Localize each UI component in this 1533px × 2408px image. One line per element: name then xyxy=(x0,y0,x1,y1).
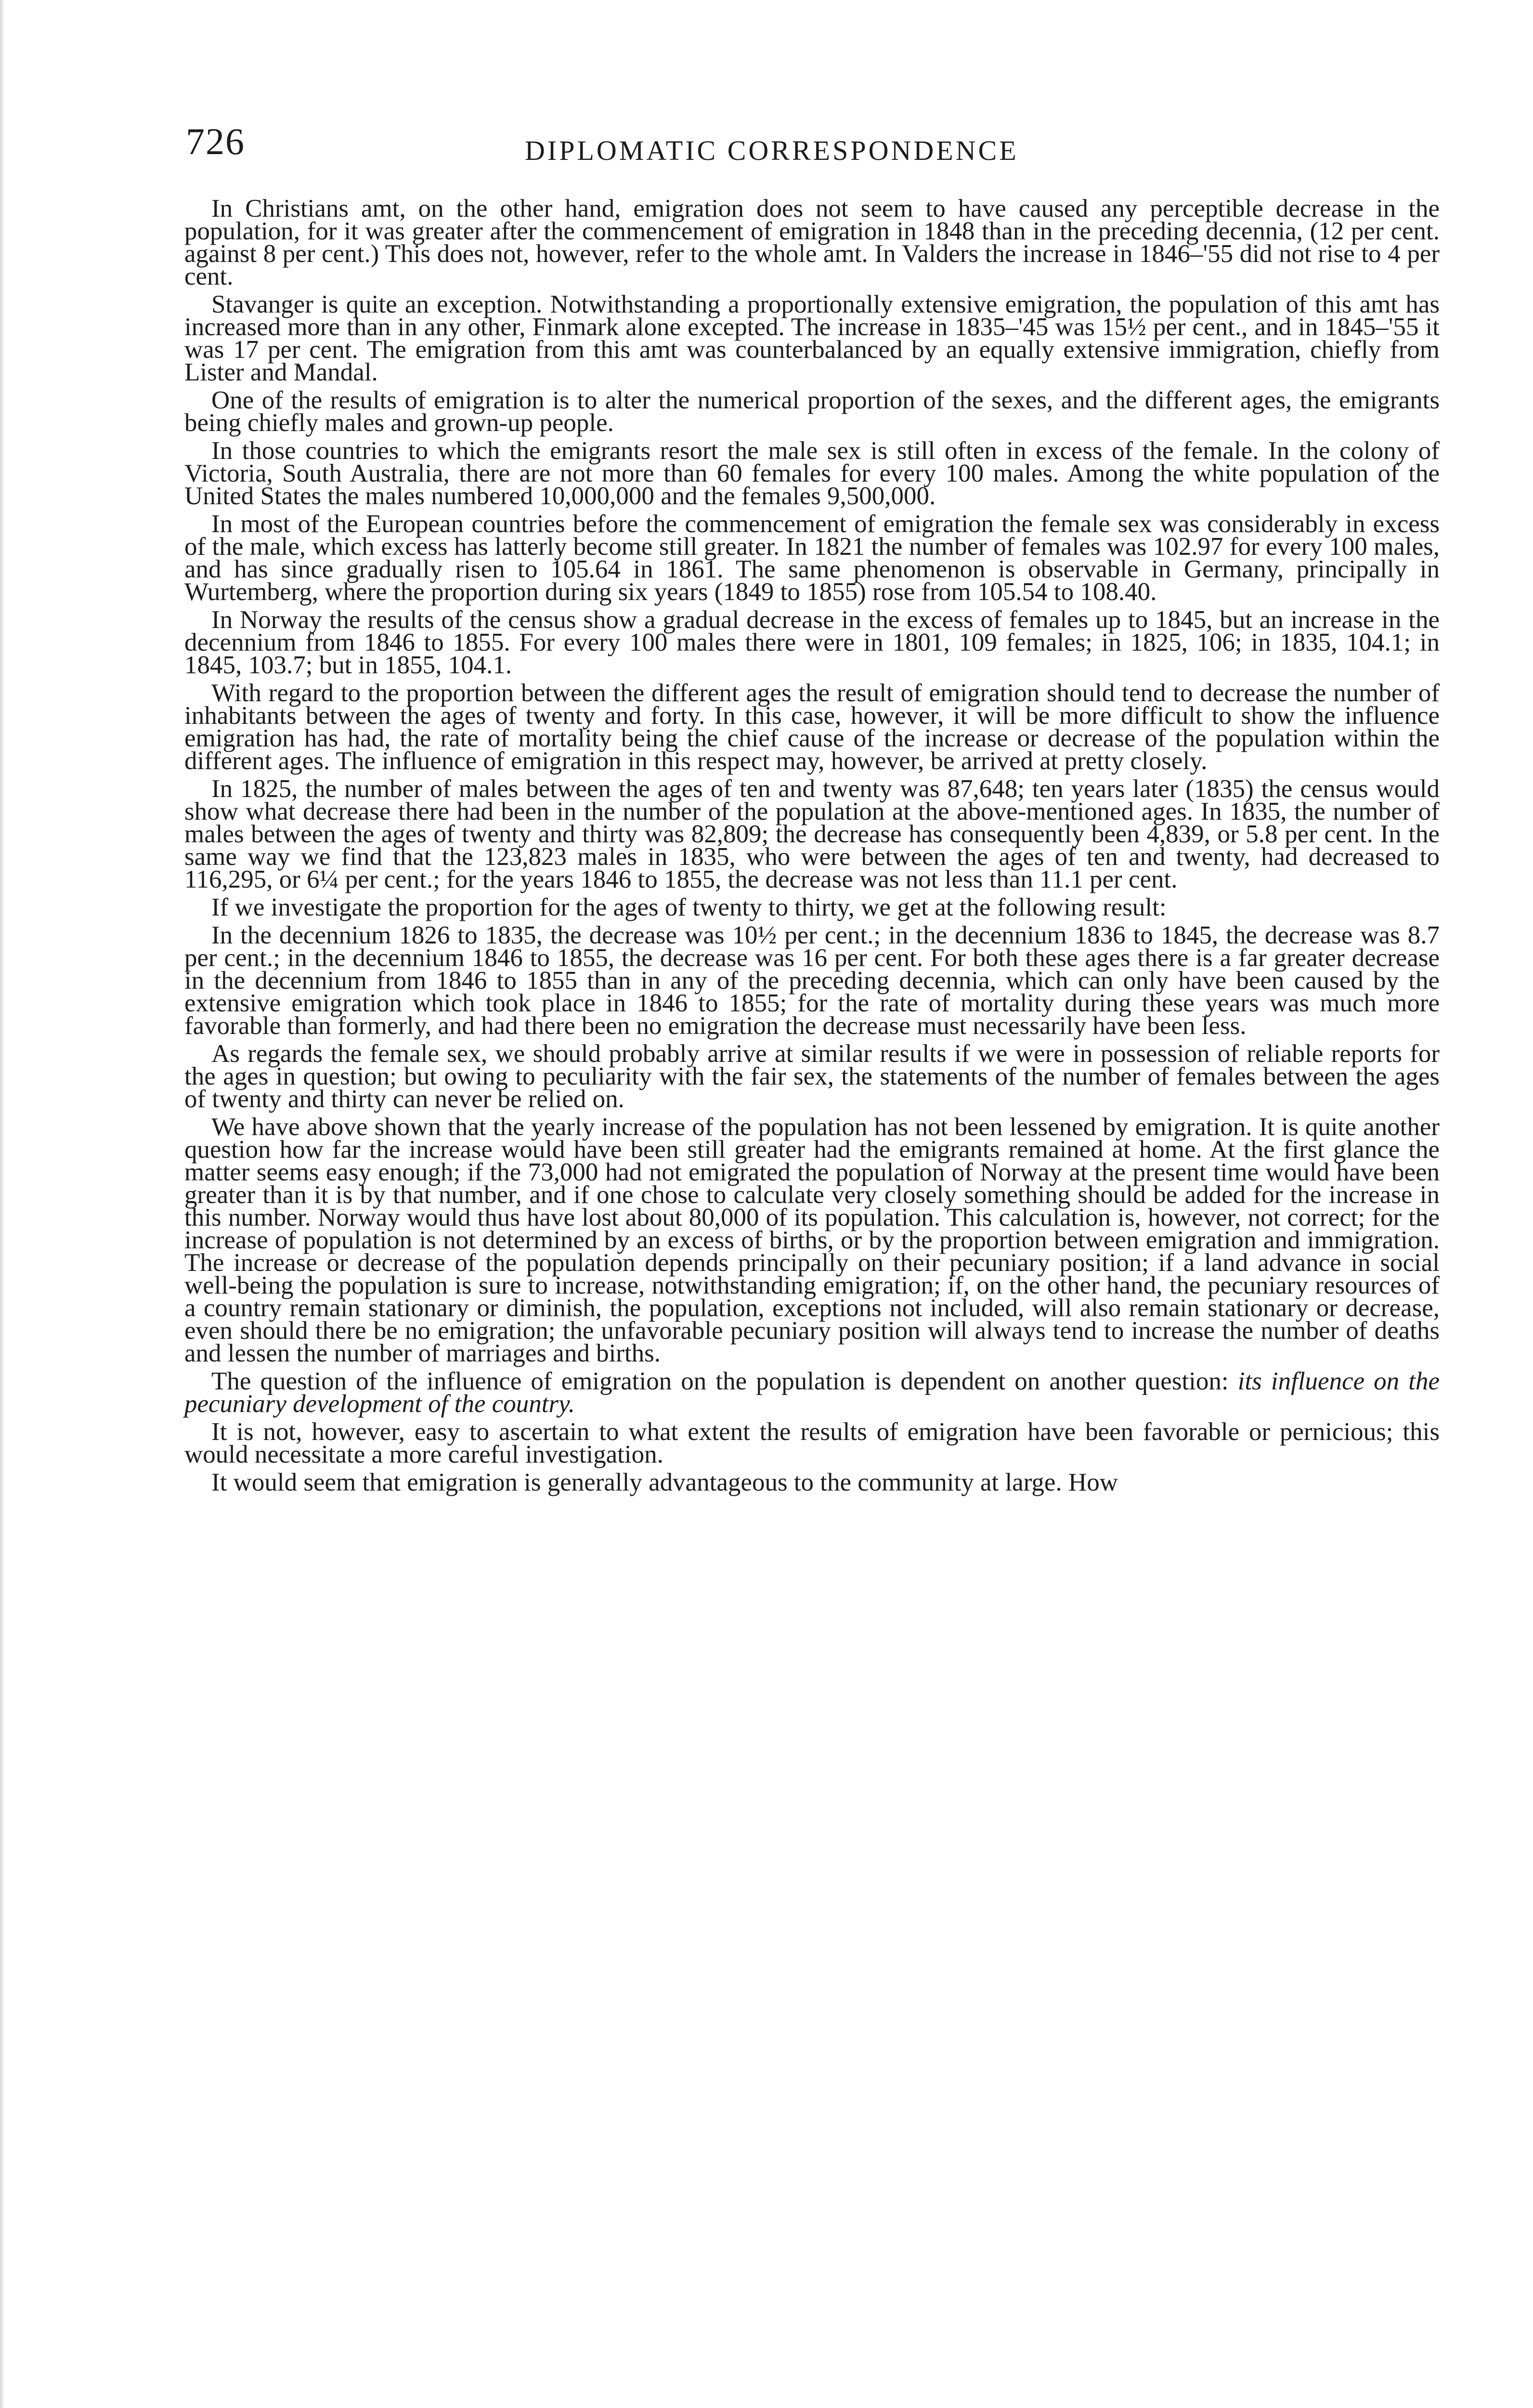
paragraph: With regard to the proportion between the different ages the result of emigration should tend to decrease the number of inhabitants between the ages of twenty and forty. In this case, however, it will be more difficult to show the influence emigration has had, the rate of mortality being the chief cause of the increase or decrease of the population within the different ages. The influence of emigration in this respect may, however, be arrived at pretty closely. xyxy=(184,679,1440,775)
paragraph: In Norway the results of the census show a gradual decrease in the excess of females up to 1845, but an increase in the decennium from 1846 to 1855. For every 100 males there were in 1801, 109 females; in 1825, 106; in 1835, 104.1; in 1845, 103.7; but in 1855, 104.1. xyxy=(184,606,1440,679)
paragraph: In 1825, the number of males between the ages of ten and twenty was 87,648; ten years later (1835) the census would show what decrease there had been in the number of the population at the above-mentioned ages. In 1835, the number of males between the ages of twenty and thirty was 82,809; the decrease has consequently been 4,839, or 5.8 per cent. In the same way we find that the 123,823 males in 1835, who were between the ages of ten and twenty, had decreased to 116,295, or 6¼ per cent.; for the years 1846 to 1855, the decrease was not less than 11.1 per cent. xyxy=(184,775,1440,893)
paragraph: We have above shown that the yearly increase of the population has not been lessened by emigration. It is quite another question how far the increase would have been still greater had the emigrants remained at home. At the first glance the matter seems easy enough; if the 73,000 had not emigrated the population of Norway at the present time would have been greater than it is by that number, and if one chose to calculate very closely something should be added for the increase in this number. Norway would thus have lost about 80,000 of its population. This calculation is, however, not correct; for the increase of population is not determined by an excess of births, or by the proportion between emigration and immigration. The increase or decrease of the population depends principally on their pecuniary position; if a land advance in social well-being the population is sure to increase, notwithstanding emigration; if, on the other hand, the pecuniary resources of a country remain stationary or diminish, the population, exceptions not included, will also remain stationary or decrease, even should there be no emigration; the unfavorable pecuniary position will always tend to increase the number of deaths and lessen the number of marriages and births. xyxy=(184,1113,1440,1367)
paragraph: One of the results of emigration is to alter the numerical proportion of the sexes, and the different ages, the emigrants being chiefly males and grown-up people. xyxy=(184,386,1440,437)
paragraph: In the decennium 1826 to 1835, the decrease was 10½ per cent.; in the decennium 1836 to 1845, the decrease was 8.7 per cent.; in the decennium 1846 to 1855, the decrease was 16 per cent. For both these ages there is a far greater decrease in the decennium from 1846 to 1855 than in any of the preceding decennia, which can only have been caused by the extensive emigration which took place in 1846 to 1855; for the rate of mortality during these years was much more favorable than formerly, and had there been no emigration the decrease must necessarily have been less. xyxy=(184,921,1440,1040)
paragraph: In most of the European countries before the commencement of emigration the female sex was considerably in excess of the male, which excess has latterly become still greater. In 1821 the number of females was 102.97 for every 100 males, and has since gradually risen to 105.64 in 1861. The same phenomenon is observable in Germany, principally in Wurtemberg, where the proportion during six years (1849 to 1855) rose from 105.54 to 108.40. xyxy=(184,510,1440,606)
italic-phrase: its influence on the pecuniary development of the country. xyxy=(184,1367,1440,1418)
paragraph: If we investigate the proportion for the ages of twenty to thirty, we get at the following result: xyxy=(211,893,1167,921)
paragraph: In those countries to which the emigrants resort the male sex is still often in excess of the female. In the colony of Victoria, South Australia, there are not more than 60 females for every 100 males. Among the white population of the United States the males numbered 10,000,000 and the females 9,500,000. xyxy=(184,437,1440,510)
page-number: 726 xyxy=(186,120,245,162)
paragraph: As regards the female sex, we should probably arrive at similar results if we were in possession of reliable reports for the ages in question; but owing to peculiarity with the fair sex, the statements of the number of females between the ages of twenty and thirty can never be relied on. xyxy=(184,1040,1440,1113)
paragraph: Stavanger is quite an exception. Notwithstanding a proportionally extensive emigration, the population of this amt has increased more than in any other, Finmark alone excepted. The increase in 1835–'45 was 15½ per cent., and in 1845–'55 it was 17 per cent. The emigration from this amt was counterbalanced by an equally extensive immigration, chiefly from Lister and Mandal. xyxy=(184,290,1440,386)
paragraph-lead: The question of the influence of emigration on the population is dependent on another question: xyxy=(211,1367,1229,1395)
paragraph: In Christians amt, on the other hand, emigration does not seem to have caused any perceptible decrease in the population, for it was greater after the commencement of emigration in 1848 than in the preceding decennia, (12 per cent. against 8 per cent.) This does not, however, refer to the whole amt. In Valders the increase in 1846–'55 did not rise to 4 per cent. xyxy=(184,195,1440,290)
paragraph xyxy=(184,1367,1440,1418)
body-text xyxy=(184,197,1440,1494)
paragraph: It would seem that emigration is generally advantageous to the community at large. How xyxy=(211,1468,1118,1496)
scan-edge xyxy=(0,0,5,2408)
running-title: DIPLOMATIC CORRESPONDENCE xyxy=(525,135,1019,166)
paragraph: It is not, however, easy to ascertain to what extent the results of emigration have been favorable or pernicious; this would necessitate a more careful investigation. xyxy=(184,1418,1440,1468)
